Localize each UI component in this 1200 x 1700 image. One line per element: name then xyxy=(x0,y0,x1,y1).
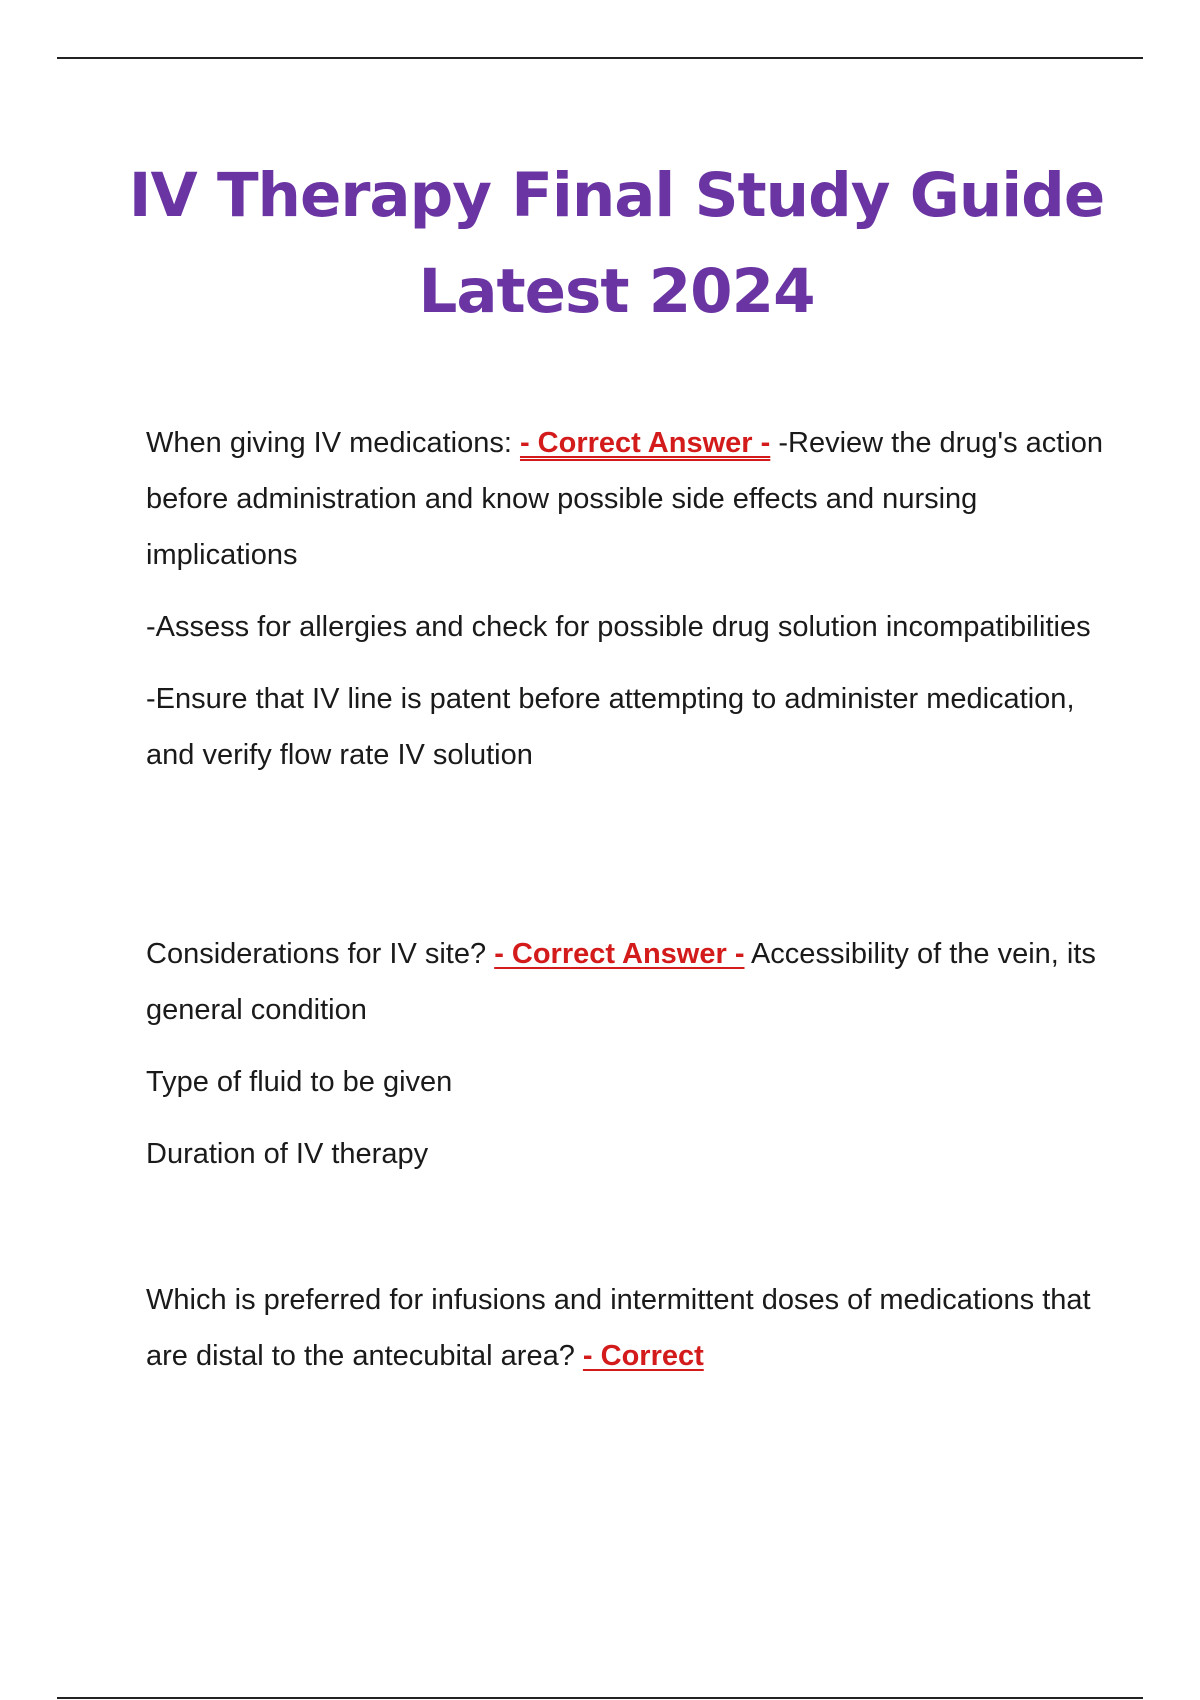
qa-entry-2 xyxy=(146,926,1126,1198)
title-line-1: IV Therapy Final Study Guide xyxy=(128,160,1105,231)
answer-line: Duration of IV therapy xyxy=(146,1138,429,1170)
correct-answer-tag: - Correct xyxy=(582,1340,704,1372)
correct-answer-tag: - Correct Answer - xyxy=(519,427,771,459)
title-line-2: Latest 2024 xyxy=(418,256,815,327)
qa-entry-1-first-line xyxy=(146,415,1126,583)
question-text: When giving IV medications: xyxy=(146,427,512,459)
answer-line: -Assess for allergies and check for possible drug solution incompatibilities xyxy=(146,611,1091,643)
top-rule xyxy=(57,57,1143,59)
answer-text: -Review the drug's action before administration and know possible side effects and nursing implications xyxy=(146,427,1104,571)
qa-entry-2-first-line xyxy=(146,926,1126,1038)
question-text: Which is preferred for infusions and intermittent doses of medications that are distal to the antecubital area? xyxy=(146,1284,1091,1372)
answer-line: -Ensure that IV line is patent before attempting to administer medication, and verify flow rate IV solution xyxy=(146,683,1075,771)
correct-answer-tag: - Correct Answer - xyxy=(494,938,745,970)
qa-entry-1 xyxy=(146,415,1126,799)
question-text: Considerations for IV site? xyxy=(146,938,487,970)
bottom-rule xyxy=(57,1697,1143,1699)
qa-entry-3 xyxy=(146,1272,1126,1400)
page-title xyxy=(100,148,1133,340)
answer-line: Type of fluid to be given xyxy=(146,1066,453,1098)
qa-entry-3-first-line xyxy=(146,1272,1126,1384)
answer-text: Accessibility of the vein, its general condition xyxy=(146,938,1096,1026)
